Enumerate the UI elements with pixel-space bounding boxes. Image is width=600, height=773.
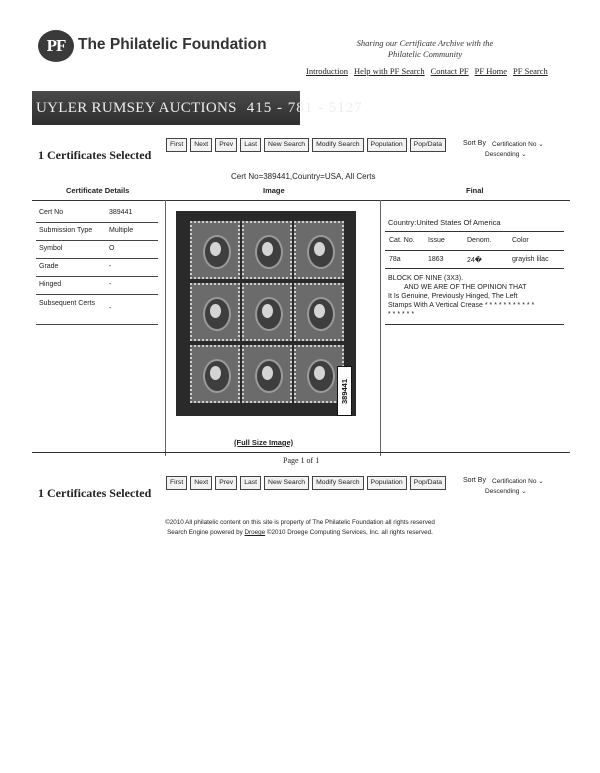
stamp-6 — [294, 283, 344, 341]
modify-search-button[interactable]: Modify Search — [312, 476, 363, 490]
sort-by-value: Certification No — [492, 141, 537, 148]
sort-by-select[interactable] — [492, 140, 544, 148]
final-divider-4 — [385, 324, 564, 325]
next-button[interactable]: Next — [190, 138, 212, 152]
final-cat-no: 78a — [389, 256, 401, 263]
col-divider-1 — [165, 200, 166, 456]
final-header-issue: Issue — [428, 237, 445, 244]
sort-by-value: Certification No — [492, 478, 537, 485]
detail-value: - — [109, 305, 112, 312]
final-denom: 24� — [467, 257, 482, 264]
banner-phone: 415 - 781 - 5127 — [246, 99, 363, 116]
footer-divider — [32, 452, 570, 453]
detail-row-symbol — [36, 241, 158, 259]
footer-powered-label: Search Engine powered by — [167, 529, 243, 536]
col-image: Image — [263, 186, 285, 195]
detail-label: Submission Type — [39, 227, 93, 234]
detail-label: Symbol — [39, 245, 63, 252]
opinion-line-4: Stamps With A Vertical Crease * * * * * * * * * * * — [388, 302, 535, 309]
opinion-line-2: AND WE ARE OF THE OPINION THAT — [404, 284, 527, 291]
nav-contact[interactable]: Contact PF — [430, 66, 469, 76]
stamp-5 — [242, 283, 292, 341]
pagination: Page 1 of 1 — [283, 456, 320, 465]
pop-data-button[interactable]: Pop/Data — [410, 138, 446, 152]
stamp-1 — [190, 221, 240, 279]
toolbar-top — [166, 138, 446, 152]
tagline-line-2: Philatelic Community — [387, 49, 463, 59]
chevron-down-icon: ⌄ — [538, 141, 544, 148]
sort-order-value: Descending — [485, 151, 520, 158]
sort-order-select-bottom[interactable] — [485, 487, 527, 495]
top-nav — [306, 66, 548, 76]
detail-value: O — [109, 245, 115, 252]
detail-row-hinged — [36, 277, 158, 295]
new-search-button[interactable]: New Search — [264, 138, 309, 152]
nav-search[interactable]: PF Search — [513, 66, 548, 76]
nav-home[interactable]: PF Home — [474, 66, 508, 76]
stamp-3 — [294, 221, 344, 279]
prev-button[interactable]: Prev — [215, 476, 237, 490]
results-title: 1 Certificates Selected — [38, 148, 152, 162]
cert-number-label: 389441 — [337, 366, 352, 416]
droege-link[interactable]: Droege — [244, 529, 266, 536]
final-header-denom: Denom. — [467, 237, 492, 244]
detail-value: - — [109, 281, 112, 288]
final-divider-2 — [385, 250, 564, 251]
first-button[interactable]: First — [166, 476, 187, 490]
stamp-2 — [242, 221, 292, 279]
last-button[interactable]: Last — [240, 138, 261, 152]
new-search-button[interactable]: New Search — [264, 476, 309, 490]
stamp-block-image[interactable] — [176, 211, 356, 416]
final-divider-3 — [385, 268, 564, 269]
sort-by-label: Sort By — [463, 140, 486, 147]
tagline — [340, 38, 510, 60]
final-opinion — [388, 274, 568, 319]
detail-row-subsequent-certs — [36, 295, 158, 325]
pop-data-button[interactable]: Pop/Data — [410, 476, 446, 490]
nav-introduction[interactable]: Introduction — [306, 66, 349, 76]
opinion-line-3: It Is Genuine, Previously Hinged, The Left — [388, 293, 518, 300]
col-divider-2 — [380, 200, 381, 456]
sort-by-select-bottom[interactable] — [492, 477, 544, 485]
site-title: The Philatelic Foundation — [78, 36, 267, 53]
auction-banner — [32, 91, 363, 125]
modify-search-button[interactable]: Modify Search — [312, 138, 363, 152]
results-title-bottom: 1 Certificates Selected — [38, 486, 152, 500]
stamp-4 — [190, 283, 240, 341]
cert-query-header: Cert No=389441,Country=USA, All Certs — [231, 172, 376, 181]
final-country: Country:United States Of America — [388, 218, 501, 227]
sort-order-value: Descending — [485, 488, 520, 495]
chevron-down-icon: ⌄ — [521, 151, 527, 158]
tagline-line-1: Sharing our Certificate Archive with the — [356, 38, 494, 48]
first-button[interactable]: First — [166, 138, 187, 152]
toolbar-bottom — [166, 476, 446, 490]
detail-row-grade — [36, 259, 158, 277]
stamp-8 — [242, 345, 292, 403]
pf-logo: PF — [38, 30, 74, 62]
opinion-line-5: * * * * * * — [388, 311, 415, 318]
col-final: Final — [466, 186, 484, 195]
detail-label: Hinged — [39, 281, 62, 288]
final-header-color: Color — [512, 237, 529, 244]
final-issue: 1863 — [428, 256, 444, 263]
chevron-down-icon: ⌄ — [538, 478, 544, 485]
stamp-7 — [190, 345, 240, 403]
full-size-image-link[interactable]: (Full Size Image) — [234, 438, 294, 447]
detail-label: Cert No — [39, 209, 64, 216]
sort-by-label-bottom: Sort By — [463, 477, 486, 484]
chevron-down-icon: ⌄ — [521, 488, 527, 495]
detail-value: 389441 — [109, 209, 133, 216]
population-button[interactable]: Population — [367, 476, 407, 490]
last-button[interactable]: Last — [240, 476, 261, 490]
next-button[interactable]: Next — [190, 476, 212, 490]
final-color: grayish lilac — [512, 256, 549, 263]
nav-help[interactable]: Help with PF Search — [354, 66, 425, 76]
sort-order-select[interactable] — [485, 150, 527, 158]
detail-value: Multiple — [109, 227, 134, 234]
footer — [150, 518, 450, 538]
col-certificate-details: Certificate Details — [66, 186, 130, 195]
detail-value: - — [109, 263, 112, 270]
opinion-line-1: BLOCK OF NINE (3X3). — [388, 275, 464, 282]
population-button[interactable]: Population — [367, 138, 407, 152]
final-header-cat: Cat. No. — [389, 237, 415, 244]
prev-button[interactable]: Prev — [215, 138, 237, 152]
footer-copyright: ©2010 All philatelic content on this site is property of The Philatelic Foundation all rights reserved — [165, 519, 435, 526]
header-divider — [32, 200, 570, 201]
detail-row-submission-type — [36, 223, 158, 241]
final-divider-1 — [385, 231, 564, 232]
detail-row-cert-no — [36, 205, 158, 223]
detail-label: Grade — [39, 263, 59, 270]
footer-powered-by — [150, 528, 450, 538]
detail-label: Subsequent Certs — [39, 300, 96, 307]
footer-droege-copyright: ©2010 Droege Computing Services, Inc. all rights reserved. — [266, 529, 433, 536]
banner-name: UYLER RUMSEY AUCTIONS — [36, 99, 237, 116]
